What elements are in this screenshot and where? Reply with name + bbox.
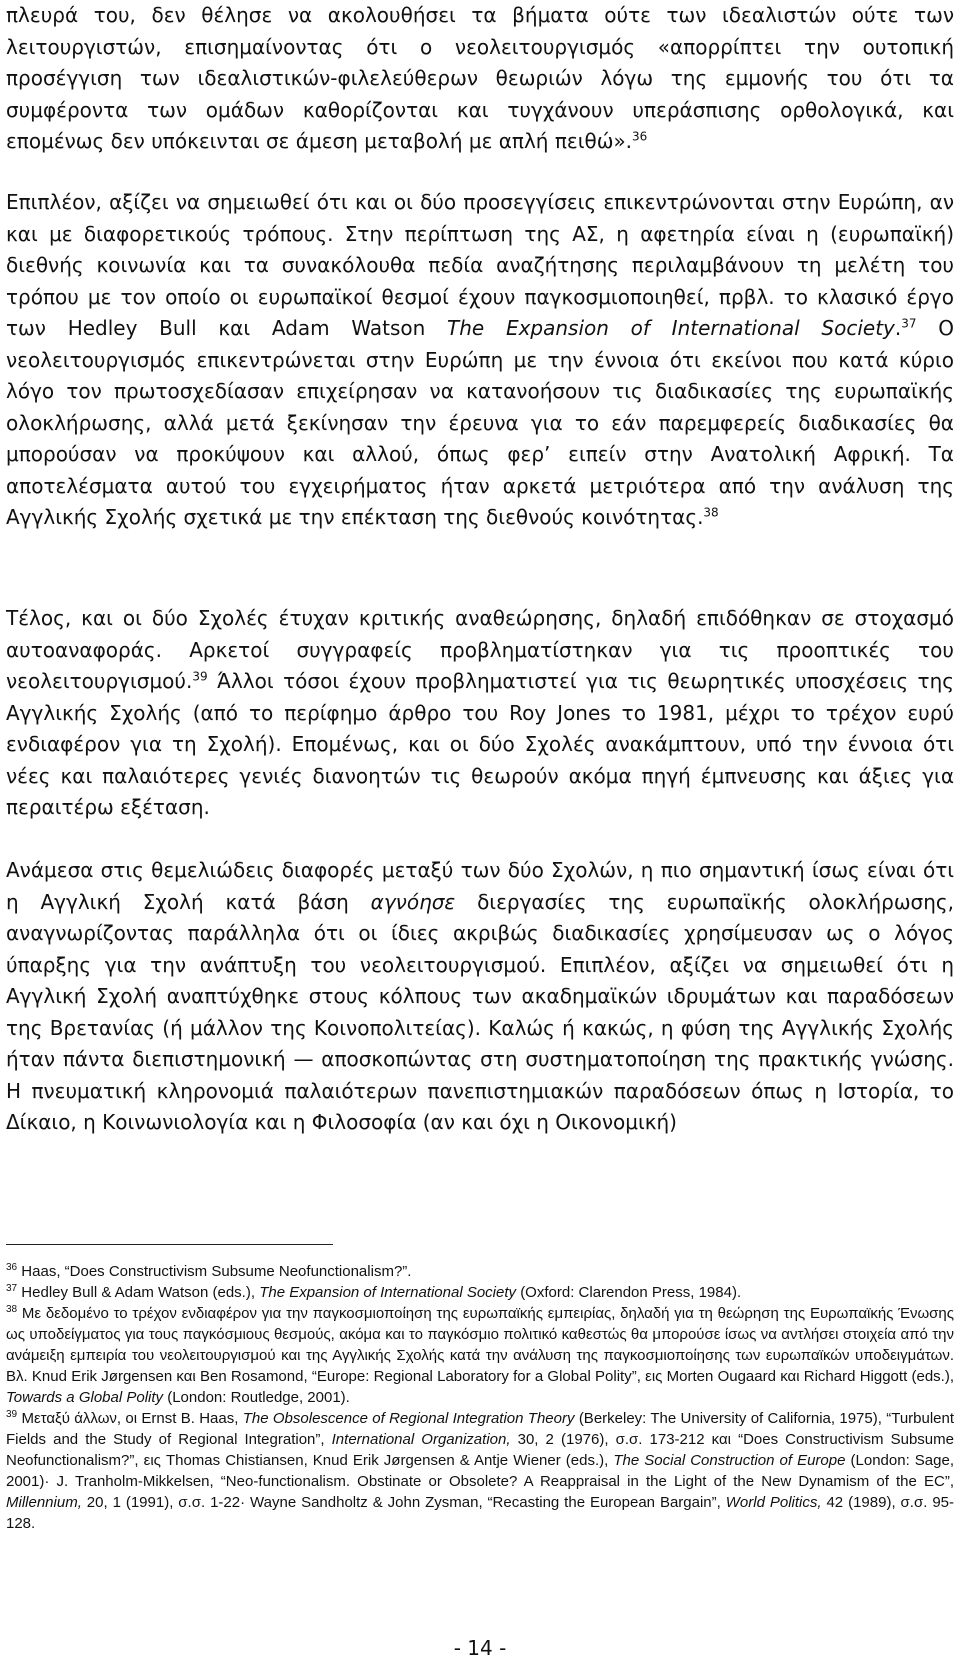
- footnote-title: Millennium,: [6, 1494, 82, 1511]
- footnotes-section: [6, 1261, 954, 1534]
- emphasis-word: αγνόησε: [370, 889, 456, 914]
- body-paragraph-3: [6, 603, 954, 824]
- footnote-text: Haas, “Does Constructivism Subsume Neofunctionalism?”.: [21, 1263, 412, 1280]
- footnote-ref-37[interactable]: 37: [901, 316, 917, 331]
- footnote-39: [6, 1408, 954, 1534]
- footnote-number: 37: [6, 1283, 18, 1294]
- footnote-title: International Organization,: [331, 1431, 511, 1448]
- body-paragraph-1: [6, 0, 954, 158]
- footnote-title: The Social Construction of Europe: [613, 1452, 846, 1469]
- footnote-text: (London: Sage, 2001)· J. Tranholm-Mikkelsen, “Neo-functionalism. Obstinate or Obsolete? A Reappraisal in the Light of the New Dynamism of the EC”,: [6, 1452, 954, 1490]
- footnote-text: (London: Routledge, 2001).: [167, 1389, 350, 1406]
- footnote-text: Μεταξύ άλλων, οι Ernst B. Haas,: [21, 1410, 239, 1427]
- footnote-38: [6, 1303, 954, 1408]
- footnote-separator: [6, 1244, 333, 1245]
- footnote-number: 36: [6, 1262, 18, 1273]
- footnote-text: 42 (1989), σ.σ. 95-128.: [6, 1494, 954, 1532]
- paragraph-text: Άλλοι τόσοι έχουν προβληματιστεί για τις θεωρητικές υποσχέσεις της Αγγλικής Σχολής (από το περίφημο άρθρο του Roy Jones το 1981, μέχρι το τρέχον ευρύ ενδιαφέρον για τη Σχολή). Επομένως, και οι δύο Σχολές ανακάμπτουν, υπό την έννοια ότι νέες και παλαιότερες γενιές διανοητών τις θεωρούν ακόμα πηγή έμπνευσης και άξιες για περαιτέρω εξέταση.: [6, 669, 954, 819]
- paragraph-text: πλευρά του, δεν θέλησε να ακολουθήσει τα βήματα ούτε των ιδεαλιστών ούτε των λειτουργιστών, επισημαίνοντας ότι ο νεολειτουργισμός «απορρίπτει την ουτοπική προσέγγιση των ιδεαλιστικών-φιλελεύθερων θεωριών λόγω της εμμονής του ότι τα συμφέροντα των ομάδων καθορίζονται και τυγχάνουν υπεράσπισης ορθολογικά, και επομένως δεν υπόκεινται σε άμεση μεταβολή με απλή πειθώ».: [6, 3, 954, 153]
- paragraph-text: Ανάμεσα στις θεμελιώδεις διαφορές μεταξύ των δύο Σχολών, η πιο σημαντική ίσως είναι ότι η Αγγλική Σχολή κατά βάση: [6, 858, 954, 914]
- footnote-text: (Berkeley: The University of California, 1975), “Turbulent Fields and the Study of Regional Integration”,: [6, 1410, 955, 1448]
- footnote-ref-38[interactable]: 38: [703, 505, 719, 520]
- footnote-number: 39: [6, 1409, 18, 1420]
- footnote-37: [6, 1282, 954, 1303]
- body-paragraph-2: Επιπλέον, αξίζει να σημειωθεί ότι και οι δύο προσεγγίσεις επικεντρώνονται στην Ευρώπη, αν και με διαφορετικούς τρόπους. Στην περίπτωση της ΑΣ, η αφετηρία είναι η (ευρωπαϊκή) διεθνής κοινωνία και τα συνακόλουθα πεδία αναζήτησης περιλαμβάνουν τη μελέτη του τρόπου με τον οποίο οι ευρωπαϊκοί θεσμοί έχουν παγκοσμιοποιηθεί, πρβλ. το κλασικό έργο των Hedley Bull και Adam Watson The Expansion of International Society.$^{37}$ Ο νεολειτουργισμός επικεντρώνεται στην Ευρώπη με την έννοια ότι εκείνοι που κατά κύριο λόγο τον πρωτοσχεδίασαν επιχείρησαν να κατανοήσουν τις διαδικασίες της ευρωπαϊκής ολοκλήρωσης, αλλά μετά ξεκίνησαν την έρευνα για το εάν παρεμφερείς διαδικασίες θα μπορούσαν να προκύψουν και αλλού, όπως φερ’ ειπείν στην Ανατολική Αφρική. Τα αποτελέσματα αυτού του εγχειρήματος ήταν αρκετά μετριότερα από την ανάλυση της Αγγλικής Σχολής σχετικά με την επέκταση της διεθνούς κοινότητας.$^{38}$: [6, 190, 955, 529]
- footnote-title: World Politics,: [725, 1494, 822, 1511]
- footnote-text: (Oxford: Clarendon Press, 1984).: [520, 1284, 742, 1301]
- footnote-title: The Expansion of International Society: [259, 1284, 517, 1301]
- footnote-title: Towards a Global Polity: [6, 1389, 164, 1406]
- footnote-text: Με δεδομένο το τρέχον ενδιαφέρον για την παγκοσμιοποίηση της ευρωπαϊκής εμπειρίας, δηλαδή για τη θεώρηση της Ευρωπαϊκής Ένωσης ως υποδείγματος για τους παγκόσμιους θεσμούς, ακόμα και το παγκόσμιο πολιτικό καθεστώς θα μπορούσε ίσως να αντλήσει στοιχεία από την ανάμειξη εμπειρία του νεολειτουργισμού και της Αγγλικής Σχολής κατά την ανάλυση της παγκοσμιοποίησης των ευρωπαϊκών υποδειγμάτων. Βλ. Knud Erik Jørgensen και Ben Rosamond, “Europe: Regional Laboratory for a Global Polity”, εις Morten Ougaard και Richard Higgott (eds.),: [6, 1305, 954, 1385]
- page-number: - 14 -: [453, 1636, 507, 1660]
- footnote-text: 20, 1 (1991), σ.σ. 1-22· Wayne Sandholtz & John Zysman, “Recasting the European Bargain”,: [86, 1494, 721, 1511]
- paragraph-text: Ο νεολειτουργισμός επικεντρώνεται στην Ευρώπη με την έννοια ότι εκείνοι που κατά κύριο λόγο τον πρωτοσχεδίασαν επιχείρησαν να κατανοήσουν τις διαδικασίες της ευρωπαϊκής ολοκλήρωσης, αλλά μετά ξεκίνησαν την έρευνα για το εάν παρεμφερείς διαδικασίες θα μπορούσαν να προκύψουν και αλλού, όπως φερ’ ειπείν στην Ανατολική Αφρική. Τα αποτελέσματα αυτού του εγχειρήματος ήταν αρκετά μετριότερα από την ανάλυση της Αγγλικής Σχολής σχετικά με την επέκταση της διεθνούς κοινότητας.: [6, 316, 955, 529]
- body-paragraph-4: [6, 855, 954, 1139]
- book-title: The Expansion of International Society: [447, 316, 895, 340]
- footnote-number: 38: [6, 1304, 18, 1315]
- footnote-ref-36[interactable]: 36: [632, 129, 648, 144]
- paragraph-text: διεργασίες της ευρωπαϊκής ολοκλήρωσης, αναγνωρίζοντας παράλληλα ότι οι ίδιες ακριβώς διαδικασίες χρησίμευσαν ως ο λόγος ύπαρξης για την ανάπτυξη του νεολειτουργισμού. Επιπλέον, αξίζει να σημειωθεί ότι η Αγγλική Σχολή αναπτύχθηκε στους κόλπους των ακαδημαϊκών ιδρυμάτων και παραδόσεων της Βρετανίας (ή μάλλον της Κοινοπολιτείας). Καλώς ή κακώς, η φύση της Αγγλικής Σχολής ήταν πάντα διεπιστημονική — αποσκοπώντας στη συστηματοποίηση της πρακτικής γνώσης. Η πνευματική κληρονομιά παλαιότερων πανεπιστημιακών παραδόσεων όπως η Ιστορία, το Δίκαιο, η Κοινωνιολογία και η Φιλοσοφία (αν και όχι η Οικονομική): [6, 889, 955, 1134]
- paragraph-text: Τέλος, και οι δύο Σχολές έτυχαν κριτικής αναθεώρησης, δηλαδή επιδόθηκαν σε στοχασμό αυτοαναφοράς. Αρκετοί συγγραφείς προβληματίστηκαν για τις προοπτικές του νεολειτουργισμού.: [6, 606, 954, 693]
- footnote-36: [6, 1261, 954, 1282]
- paragraph-text: Επιπλέον, αξίζει να σημειωθεί ότι και οι δύο προσεγγίσεις επικεντρώνονται στην Ευρώπη, αν και με διαφορετικούς τρόπους. Στην περίπτωση της ΑΣ, η αφετηρία είναι η (ευρωπαϊκή) διεθνής κοινωνία και τα συνακόλουθα πεδία αναζήτησης περιλαμβάνουν τη μελέτη του τρόπου με τον οποίο οι ευρωπαϊκοί θεσμοί έχουν παγκοσμιοποιηθεί, πρβλ. το κλασικό έργο των Hedley Bull και Adam Watson: [6, 190, 954, 340]
- footnote-title: The Obsolescence of Regional Integration Theory: [242, 1410, 575, 1427]
- footnote-text: Hedley Bull & Adam Watson (eds.),: [21, 1284, 256, 1301]
- footnote-text: 30, 2 (1976), σ.σ. 173-212 και “Does Constructivism Subsume Neofunctionalism?”, εις Thomas Chistiansen, Knud Erik Jørgensen & Antje Wiener (eds.),: [6, 1431, 954, 1469]
- footnote-ref-39[interactable]: 39: [192, 669, 208, 684]
